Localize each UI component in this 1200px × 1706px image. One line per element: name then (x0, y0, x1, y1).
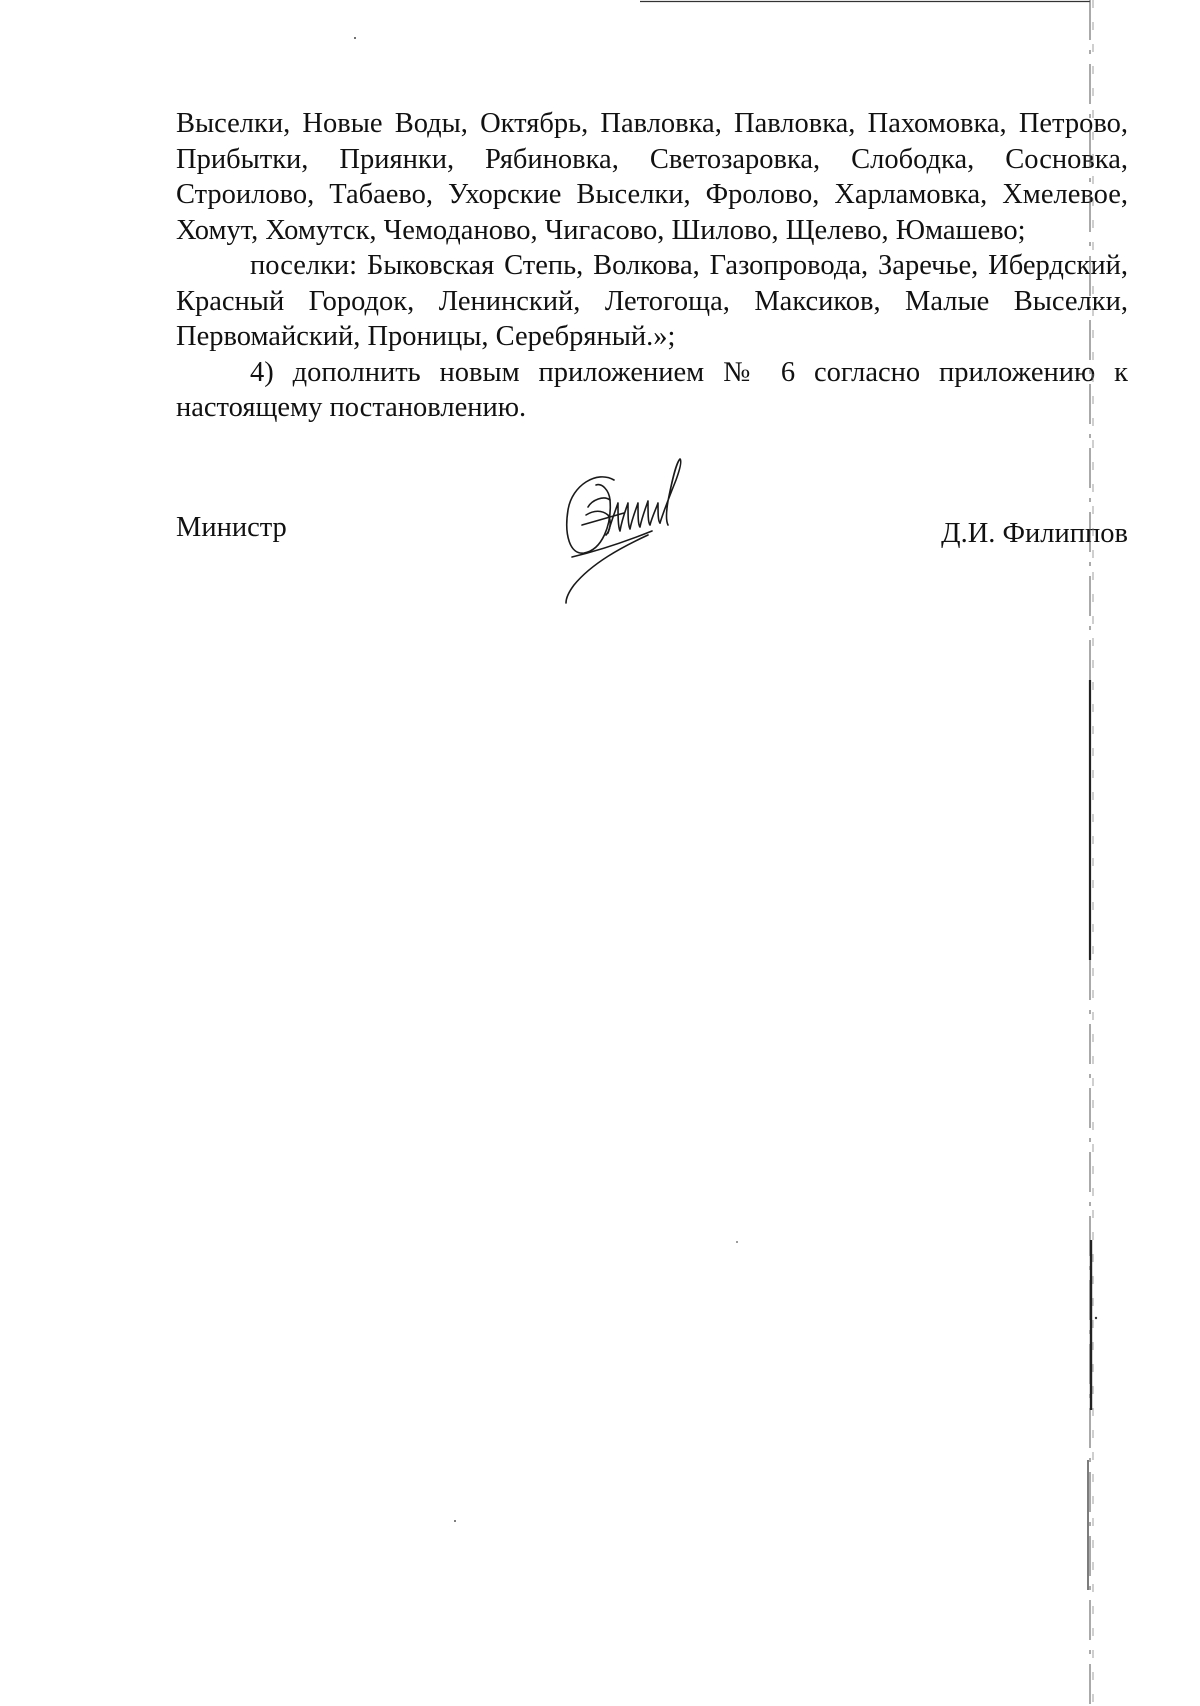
paragraph-amendment-4: 4) дополнить новым приложением № 6 согласно приложению к настоящему постановлению. (176, 356, 1128, 423)
paragraph-settlements: поселки: Быковская Степь, Волкова, Газопровода, Заречье, Ибердский, Красный Городок, Ленинский, Летогоща, Максиков, Малые Выселки, Первомайский, Проницы, Серебряный.»; (176, 250, 1128, 352)
document-body (176, 106, 1128, 426)
handwritten-signature (552, 455, 772, 655)
paragraph-villages-continued: Выселки, Новые Воды, Октябрь, Павловка, Павловка, Пахомовка, Петрово, Прибытки, Приянки, Рябиновка, Светозаровка, Слободка, Сосновка, Строилово, Табаево, Ухорские Выселки, Фролово, Харламовка, Хмелевое, Хомут, Хомутск, Чемоданово, Чигасово, Шилово, Щелево, Юмашево; (176, 108, 1128, 246)
signatory-name: Д.И. Филиппов (941, 518, 1128, 549)
signatory-position: Министр (176, 512, 287, 543)
